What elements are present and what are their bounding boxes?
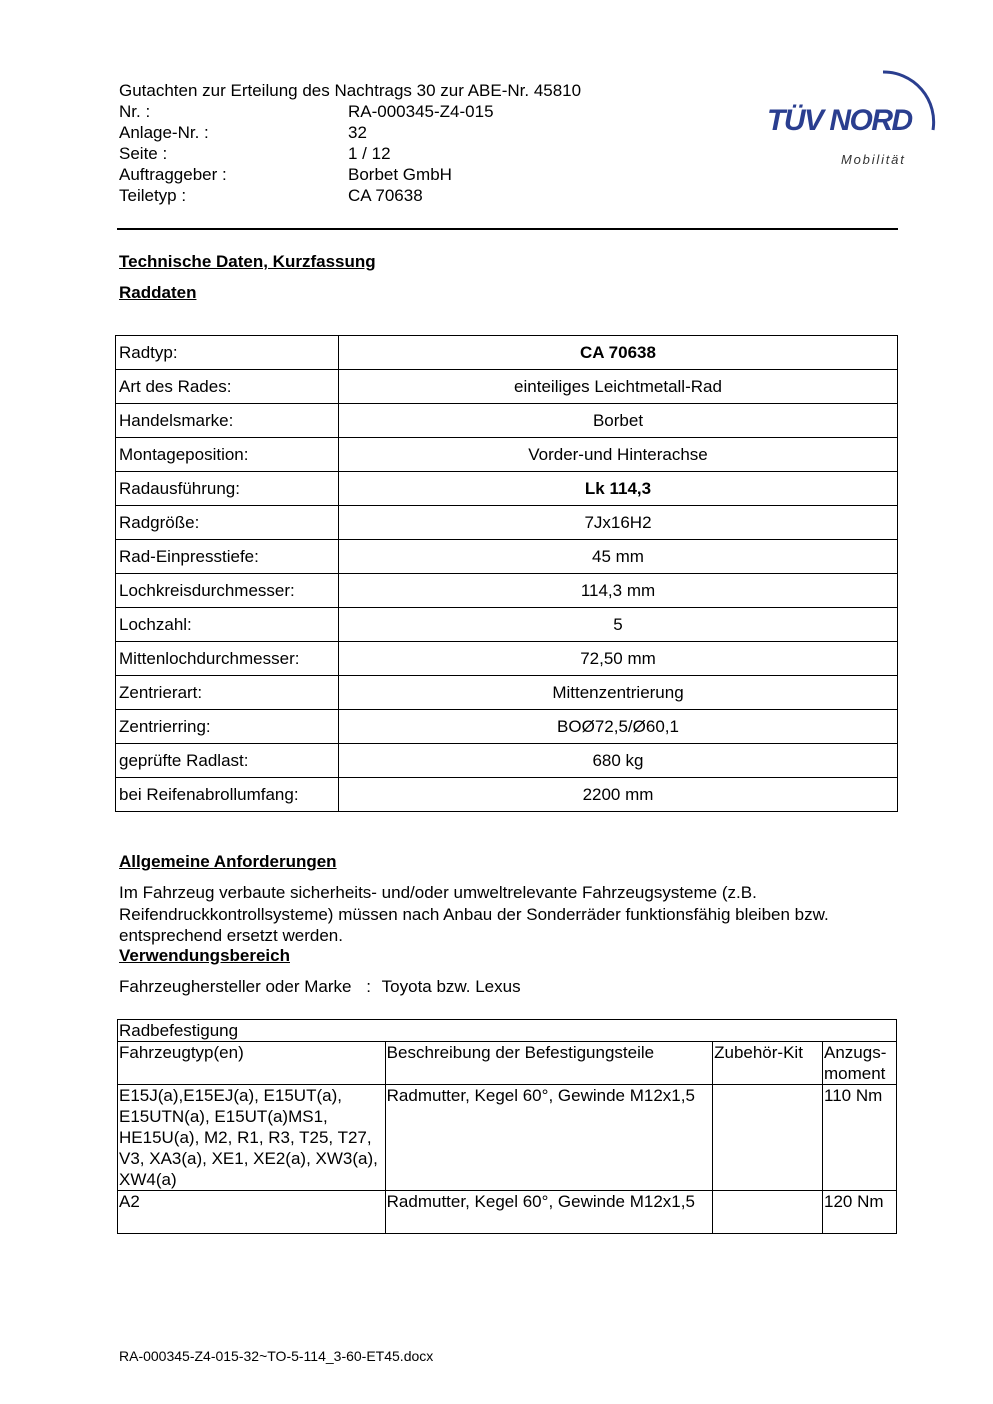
document-header xyxy=(119,80,639,206)
column-header: Anzugs-moment xyxy=(823,1042,897,1085)
wheel-spec-label: Handelsmarke: xyxy=(116,404,339,438)
wheel-spec-label: Radtyp: xyxy=(116,336,339,370)
wheel-spec-label: Zentrierring: xyxy=(116,710,339,744)
table-row xyxy=(116,404,898,438)
manufacturer-separator: : xyxy=(366,977,371,996)
table-row xyxy=(116,540,898,574)
fastener-description-cell: Radmutter, Kegel 60°, Gewinde M12x1,5 xyxy=(385,1085,712,1191)
wheel-spec-value: 114,3 mm xyxy=(339,574,898,608)
wheel-data-table xyxy=(115,335,898,812)
wheel-spec-value: 680 kg xyxy=(339,744,898,778)
header-label: Teiletyp : xyxy=(119,186,187,205)
table-row xyxy=(116,676,898,710)
torque-cell: 110 Nm xyxy=(823,1085,897,1191)
header-row-seite xyxy=(119,143,639,164)
table-row xyxy=(116,370,898,404)
wheel-spec-label: bei Reifenabrollumfang: xyxy=(116,778,339,812)
tuv-nord-logo xyxy=(765,58,945,173)
document-title: Gutachten zur Erteilung des Nachtrags 30 zur ABE-Nr. 45810 xyxy=(119,81,582,100)
table-row xyxy=(118,1191,897,1234)
header-row-nr xyxy=(119,101,639,122)
header-value: RA-000345-Z4-015 xyxy=(348,102,494,121)
header-row-auftraggeber xyxy=(119,164,639,185)
manufacturer-value: Toyota bzw. Lexus xyxy=(381,977,521,996)
logo-subtitle: Mobilität xyxy=(841,152,906,167)
header-label: Anlage-Nr. : xyxy=(119,123,209,142)
fastening-title: Radbefestigung xyxy=(118,1020,897,1042)
torque-cell: 120 Nm xyxy=(823,1191,897,1234)
header-row-teiletyp xyxy=(119,185,639,206)
table-row xyxy=(116,744,898,778)
manufacturer-label: Fahrzeughersteller oder Marke xyxy=(119,977,352,996)
section-heading-technical: Technische Daten, Kurzfassung xyxy=(119,252,376,271)
header-value: 1 / 12 xyxy=(348,144,391,163)
header-value: Borbet GmbH xyxy=(348,165,452,184)
vehicle-manufacturer-line xyxy=(119,977,521,997)
header-label: Auftraggeber : xyxy=(119,165,227,184)
wheel-spec-value: 5 xyxy=(339,608,898,642)
table-row xyxy=(116,710,898,744)
table-row xyxy=(116,608,898,642)
wheel-spec-value: 45 mm xyxy=(339,540,898,574)
wheel-spec-value: einteiliges Leichtmetall-Rad xyxy=(339,370,898,404)
footer-filename: RA-000345-Z4-015-32~TO-5-114_3-60-ET45.docx xyxy=(119,1348,434,1364)
wheel-spec-label: Radgröße: xyxy=(116,506,339,540)
wheel-spec-label: Montageposition: xyxy=(116,438,339,472)
header-label: Seite : xyxy=(119,144,168,163)
accessory-kit-cell xyxy=(713,1085,823,1191)
wheel-spec-value: BOØ72,5/Ø60,1 xyxy=(339,710,898,744)
wheel-spec-value: Mittenzentrierung xyxy=(339,676,898,710)
wheel-spec-value: CA 70638 xyxy=(339,336,898,370)
wheel-spec-label: Lochkreisdurchmesser: xyxy=(116,574,339,608)
header-divider xyxy=(117,228,898,230)
table-row xyxy=(116,506,898,540)
wheel-spec-value: 72,50 mm xyxy=(339,642,898,676)
section-heading-wheel: Raddaten xyxy=(119,283,197,302)
fastening-title-row xyxy=(118,1020,897,1042)
wheel-spec-value: 7Jx16H2 xyxy=(339,506,898,540)
section-heading-usage: Verwendungsbereich xyxy=(119,946,290,965)
general-requirements-text: Im Fahrzeug verbaute sicherheits- und/oder umweltrelevante Fahrzeugsysteme (z.B. Reifendruckkontrollsysteme) müssen nach Anbau der Sonderräder funktionsfähig bleiben bzw. entsprechend ersetzt werden. xyxy=(119,883,829,945)
wheel-spec-label: Lochzahl: xyxy=(116,608,339,642)
fastener-description-cell: Radmutter, Kegel 60°, Gewinde M12x1,5 xyxy=(385,1191,712,1234)
table-row xyxy=(116,336,898,370)
column-header: Zubehör-Kit xyxy=(713,1042,823,1085)
column-header: Fahrzeugtyp(en) xyxy=(118,1042,386,1085)
wheel-spec-label: Rad-Einpresstiefe: xyxy=(116,540,339,574)
table-row xyxy=(116,438,898,472)
wheel-spec-label: geprüfte Radlast: xyxy=(116,744,339,778)
logo-wordmark: TÜV NORD xyxy=(767,104,912,137)
column-header: Beschreibung der Befestigungsteile xyxy=(385,1042,712,1085)
table-row xyxy=(116,472,898,506)
wheel-spec-value: Vorder-und Hinterachse xyxy=(339,438,898,472)
table-row xyxy=(118,1085,897,1191)
fastening-table xyxy=(117,1019,897,1234)
vehicle-types-cell: E15J(a),E15EJ(a), E15UT(a), E15UTN(a), E15UT(a)MS1, HE15U(a), M2, R1, R3, T25, T27, V3, XA3(a), XE1, XE2(a), XW3(a), XW4(a) xyxy=(118,1085,386,1191)
section-heading-general: Allgemeine Anforderungen xyxy=(119,852,337,871)
wheel-spec-value: 2200 mm xyxy=(339,778,898,812)
table-row xyxy=(116,778,898,812)
header-value: CA 70638 xyxy=(348,186,423,205)
wheel-spec-label: Art des Rades: xyxy=(116,370,339,404)
wheel-spec-value: Borbet xyxy=(339,404,898,438)
accessory-kit-cell xyxy=(713,1191,823,1234)
wheel-spec-label: Zentrierart: xyxy=(116,676,339,710)
wheel-spec-label: Mittenlochdurchmesser: xyxy=(116,642,339,676)
table-row xyxy=(116,642,898,676)
header-label: Nr. : xyxy=(119,102,151,121)
header-row-anlage xyxy=(119,122,639,143)
wheel-spec-label: Radausführung: xyxy=(116,472,339,506)
table-row xyxy=(116,574,898,608)
wheel-spec-value: Lk 114,3 xyxy=(339,472,898,506)
vehicle-types-cell: A2 xyxy=(118,1191,386,1234)
header-value: 32 xyxy=(348,123,367,142)
fastening-header-row xyxy=(118,1042,897,1085)
